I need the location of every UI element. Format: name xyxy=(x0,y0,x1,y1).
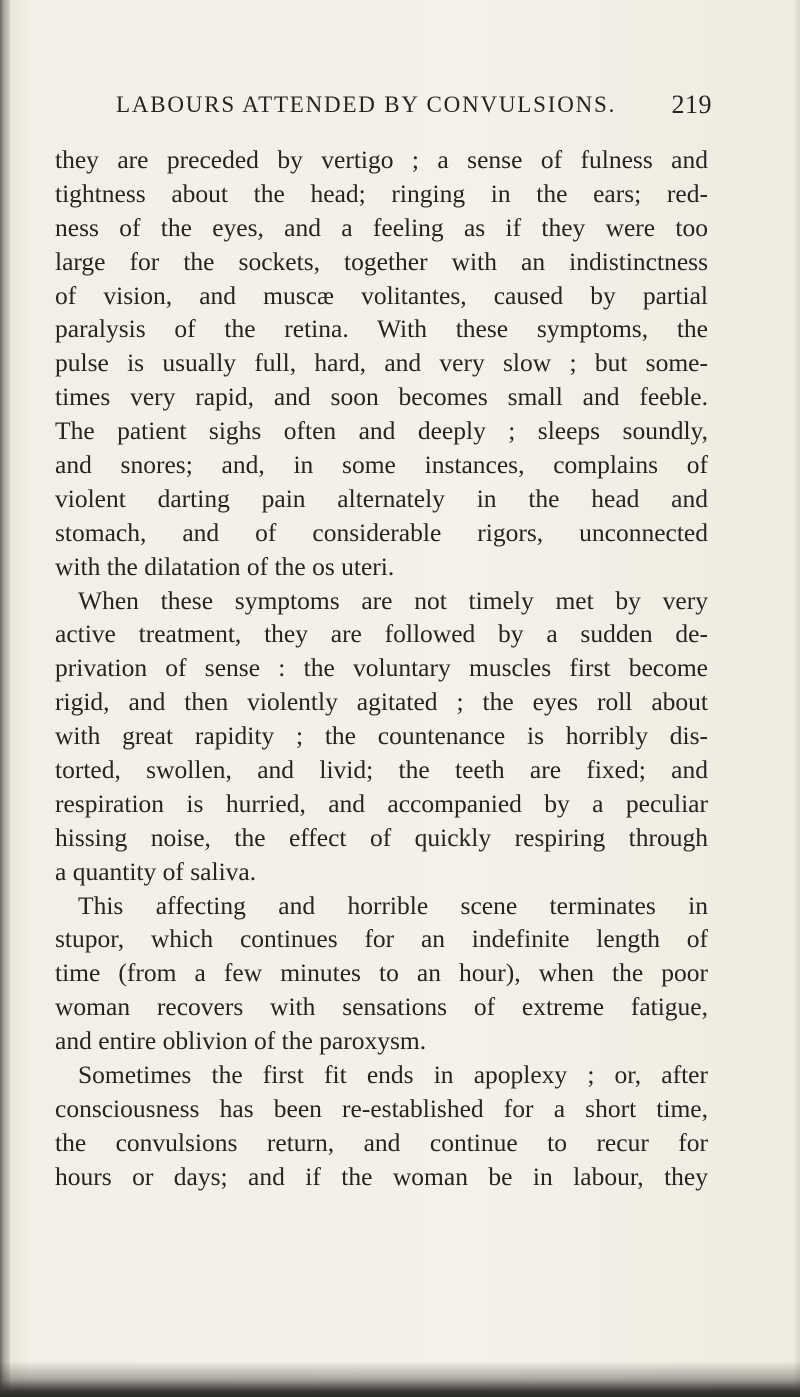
text-line: large for the sockets, together with an indistinctness xyxy=(55,246,708,276)
text-line: active treatment, they are followed by a sudden de- xyxy=(55,619,708,649)
text-line: The patient sighs often and deeply ; sleeps soundly, xyxy=(55,416,708,446)
text-line: privation of sense : the voluntary muscles first become xyxy=(55,653,708,683)
running-header xyxy=(116,92,712,122)
text-line: time (from a few minutes to an hour), when the poor xyxy=(55,958,708,988)
text-line: This affecting and horrible scene terminates in xyxy=(78,890,708,920)
text-line: the convulsions return, and continue to recur for xyxy=(55,1127,708,1157)
text-line: hours or days; and if the woman be in labour, they xyxy=(55,1161,708,1191)
text-line: rigid, and then violently agitated ; the eyes roll about xyxy=(55,687,708,717)
text-line: and snores; and, in some instances, complains of xyxy=(55,450,708,480)
text-line: a quantity of saliva. xyxy=(55,856,257,886)
page-spine-shadow xyxy=(0,0,10,1397)
text-line: times very rapid, and soon becomes small and feeble. xyxy=(55,382,708,412)
text-line: they are preceded by vertigo ; a sense of fulness and xyxy=(55,145,708,174)
text-line: and entire oblivion of the paroxysm. xyxy=(55,1026,427,1056)
text-line: consciousness has been re-established for a short time, xyxy=(55,1093,708,1123)
page-right-edge xyxy=(794,0,800,1397)
page-bottom-shadow xyxy=(0,1361,800,1397)
header-title: LABOURS ATTENDED BY CONVULSIONS. xyxy=(116,92,617,117)
text-line: stomach, and of considerable rigors, unconnected xyxy=(55,517,708,547)
text-line: stupor, which continues for an indefinite length of xyxy=(55,924,708,954)
text-line: pulse is usually full, hard, and very slow ; but some- xyxy=(55,348,708,378)
body-text xyxy=(55,143,708,1194)
text-line: with great rapidity ; the countenance is horribly dis- xyxy=(55,721,708,751)
text-line: paralysis of the retina. With these symptoms, the xyxy=(55,314,708,344)
text-line: Sometimes the first fit ends in apoplexy ; or, after xyxy=(78,1060,708,1090)
page-number: 219 xyxy=(671,90,712,119)
text-line: woman recovers with sensations of extreme fatigue, xyxy=(55,992,708,1022)
text-line: hissing noise, the effect of quickly respiring through xyxy=(55,822,708,852)
text-line: respiration is hurried, and accompanied by a peculiar xyxy=(55,788,708,818)
text-line: of vision, and muscæ volitantes, caused by partial xyxy=(55,280,708,310)
text-line: ness of the eyes, and a feeling as if they were too xyxy=(55,212,708,242)
text-line: tightness about the head; ringing in the ears; red- xyxy=(55,178,708,208)
text-line: torted, swollen, and livid; the teeth are fixed; and xyxy=(55,755,708,785)
text-line: with the dilatation of the os uteri. xyxy=(55,551,395,581)
text-line: violent darting pain alternately in the head and xyxy=(55,483,708,513)
text-line: When these symptoms are not timely met by very xyxy=(78,585,708,615)
